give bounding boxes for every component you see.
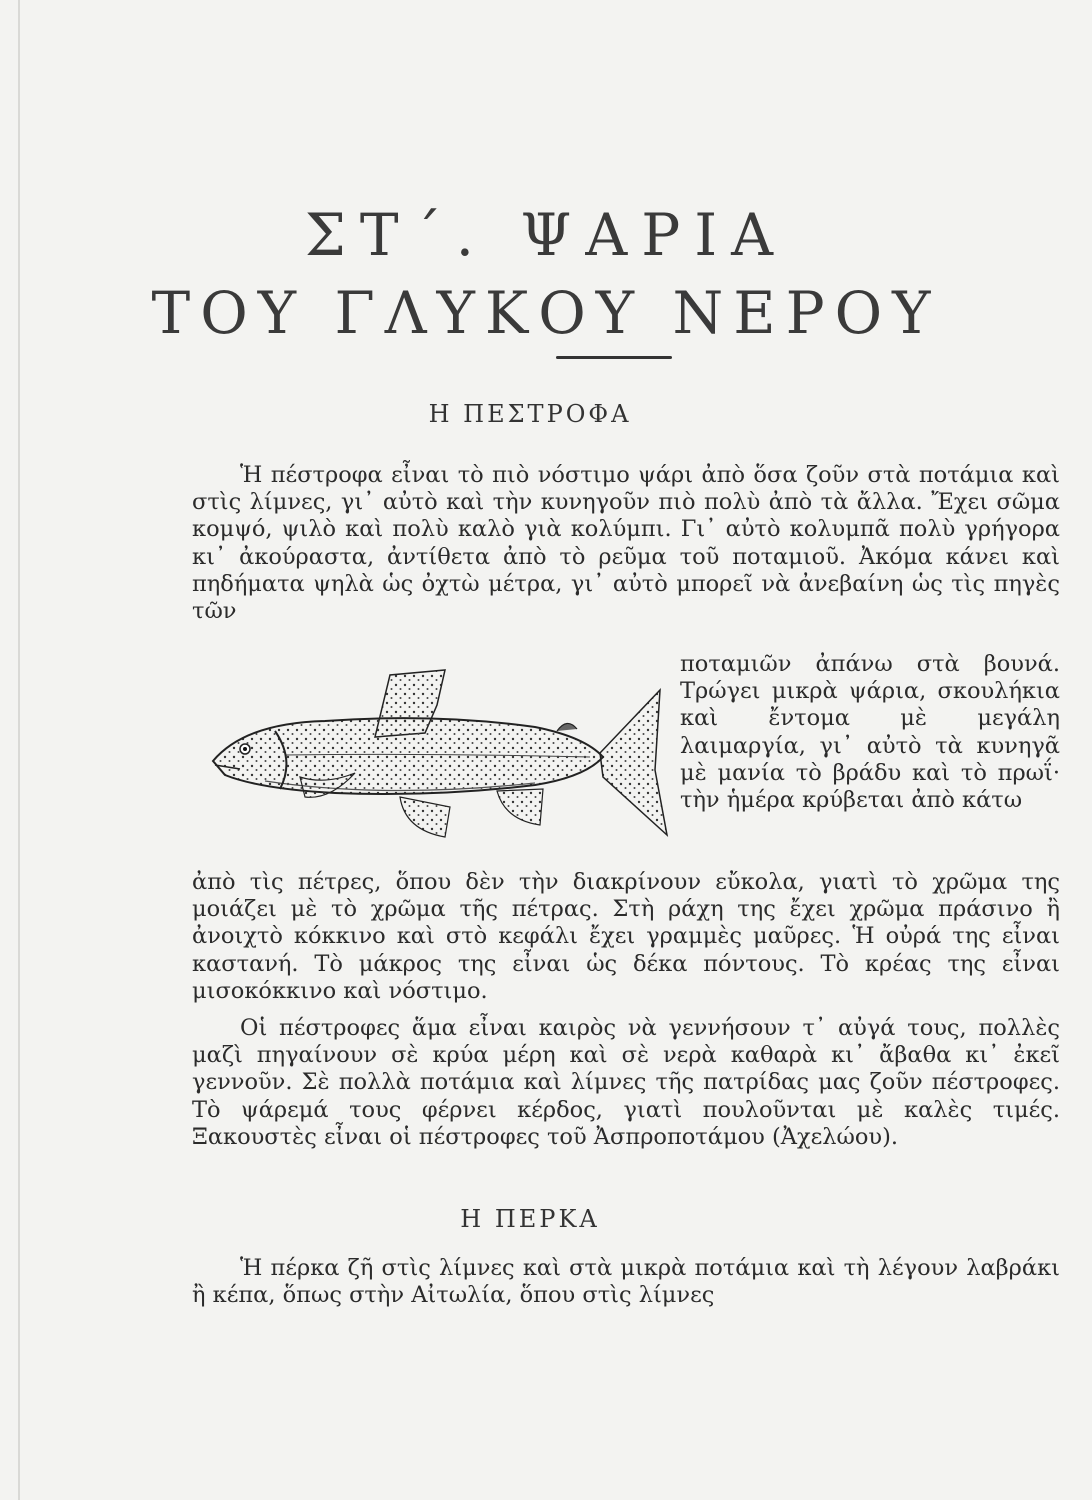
paragraph-text: ἀπὸ τὶς πέτρες, ὅπου δὲν τὴν διακρίνουν εὔκολα, γιατὶ τὸ χρῶμα της μοιάζει μὲ τὸ χρῶμα τῆς πέτρας. Στὴ ράχη της ἔχει χρῶμα πράσινο ἢ ἀνοιχτὸ κόκκινο καὶ στὸ κεφάλι ἔχει γραμμὲς μαῦρες. Ἡ οὐρά της εἶναι καστανή. Τὸ μάκρος της εἶναι ὡς δέκα πόντους. Τὸ κρέας της εἶναι μισοκόκκινο καὶ νόστιμο. xyxy=(192,869,1060,1004)
paragraph-text: Ἡ πέρκα ζῆ στὶς λίμνες καὶ στὰ μικρὰ ποτάμια καὶ τὴ λέγουν λαβράκι ἢ κέπα, ὅπως στὴν Αἰτωλία, ὅπου στὶς λίμνες xyxy=(192,1255,1060,1309)
paragraph-text: ποταμιῶν ἀπάνω στὰ βουνά. Τρώγει μικρὰ ψάρια, σκουλήκια καὶ ἔντομα μὲ μεγάλη λαιμαργία, γι᾿ αὐτὸ τὰ κυνηγᾶ μὲ μανία τὸ βράδυ καὶ τὸ πρωΐ· τὴν ἡμέρα κρύβεται ἀπὸ κάτω xyxy=(680,651,1060,814)
paragraph-text: Ἡ πέστροφα εἶναι τὸ πιὸ νόστιμο ψάρι ἀπὸ ὅσα ζοῦν στὰ ποτάμια καὶ στὶς λίμνες, γι᾿ αὐτὸ καὶ τὴν κυνηγοῦν πιὸ πολὺ ἀπὸ τὰ ἄλλα. Ἔχει σῶμα κομψό, ψιλὸ καὶ πολὺ καλὸ γιὰ κολύμπι. Γι᾿ αὐτὸ κολυμπᾶ πολὺ γρήγορα κι᾿ ἀκούραστα, ἀντίθετα ἀπὸ τὸ ρεῦμα τοῦ ποταμιοῦ. Ἀκόμα κάνει καὶ πηδήματα ψηλὰ ὡς ὀχτὼ μέτρα, γι᾿ αὐτὸ μπορεῖ νὰ ἀνεβαίνη ὡς τὶς πηγὲς τῶν xyxy=(192,462,1060,625)
paragraph-text: Οἱ πέστροφες ἅμα εἶναι καιρὸς νὰ γεννήσουν τ᾿ αὐγά τους, πολλὲς μαζὶ πηγαίνουν σὲ κρύα μέρη καὶ σὲ νερὰ καθαρὰ κι᾿ ἄβαθα κι᾿ ἐκεῖ γεννοῦν. Σὲ πολλὰ ποτάμια καὶ λίμνες τῆς πατρίδας μας ζοῦν πέστροφες. Τὸ ψάρεμά τους φέρνει κέρδος, γιατὶ πουλοῦνται μὲ καλὲς τιμές. Ξακουστὲς εἶναι οἱ πέστροφες τοῦ Ἀσπροποτάμου (Ἀχελώου). xyxy=(192,1015,1060,1150)
paragraph-pestrofa-1c xyxy=(192,869,1060,1005)
paragraph-perka-1 xyxy=(192,1255,1060,1309)
chapter-title xyxy=(0,200,1092,348)
paragraph-pestrofa-2 xyxy=(192,1015,1060,1151)
chapter-title-line2: ΤΟΥ ΓΛΥΚΟΥ ΝΕΡΟΥ xyxy=(151,279,941,347)
trout-fish-icon xyxy=(205,665,670,845)
section-heading-perka: Η ΠΕΡΚΑ xyxy=(460,1205,600,1233)
chapter-title-line1: ΣΤ΄. ΨΑΡΙΑ xyxy=(304,201,788,269)
section-heading-pestrofa: Η ΠΕΣΤΡΟΦΑ xyxy=(428,400,632,428)
paragraph-pestrofa-1a xyxy=(192,462,1060,625)
title-divider xyxy=(556,356,672,359)
paragraph-pestrofa-1b xyxy=(680,651,1060,814)
